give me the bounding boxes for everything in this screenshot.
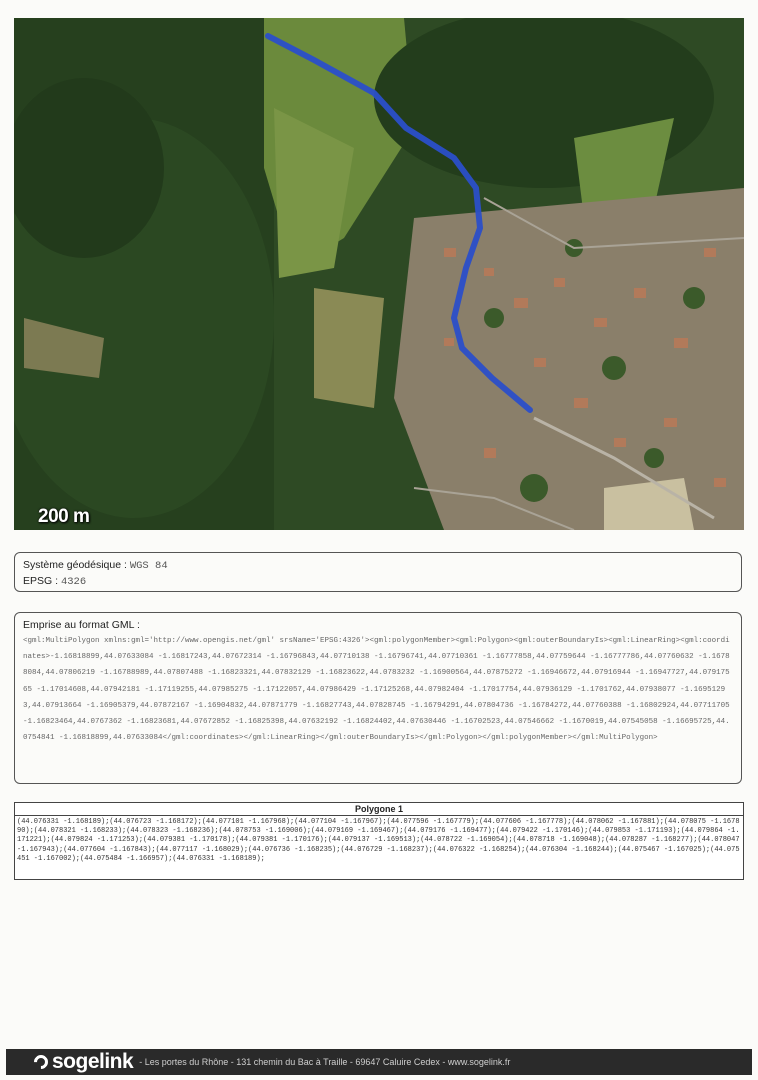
geodesic-system-label: Système géodésique :: [23, 559, 127, 571]
brand-name: sogelink: [52, 1050, 134, 1073]
aerial-map: [14, 18, 744, 530]
logo-icon: [31, 1052, 51, 1072]
gml-box: [14, 612, 742, 784]
footer-address: - Les portes du Rhône - 131 chemin du Bac à Traille - 69647 Caluire Cedex - www.sogelink.fr: [139, 1057, 511, 1067]
scale-bar: [38, 506, 89, 528]
polygon-table: [14, 802, 744, 880]
scale-label: 200 m: [38, 506, 90, 527]
epsg-label: EPSG :: [23, 575, 59, 587]
epsg-row: [23, 574, 733, 590]
geodesic-system-value: WGS 84: [129, 560, 168, 572]
gml-title: Emprise au format GML :: [23, 619, 140, 631]
geodesic-box: [14, 552, 742, 592]
gml-text: <gml:MultiPolygon xmlns:gml='http://www.opengis.net/gml' srsName='EPSG:4326'><gml:polygonMember><gml:Polygon><gml:outerBoundaryIs><gml:LinearRing><gml:coordinates>-1.16818899,44.07633084 -1.16817243,44.07672314 -1.16796843,44.07710138 -1.16796741,44.07710361 -1.16777858,44.07759644 -1.16777786,44.07760632 -1.16788084,44.07806219 -1.16788989,44.07807488 -1.16823321,44.07832129 -1.16823622,44.0783232 -1.16900564,44.07875272 -1.16946672,44.07916944 -1.16947727,44.07917565 -1.17014608,44.07942181 -1.17119255,44.07985275 -1.17122057,44.07986429 -1.17125268,44.07982404 -1.17017754,44.07936129 -1.1701762,44.07938077 -1.16951293,44.07913664 -1.16905379,44.07872167 -1.16904832,44.07871779 -1.16827743,44.07828745 -1.16794291,44.07804736 -1.16784272,44.07760388 -1.16802924,44.07711705 -1.16823464,44.0767362 -1.16823681,44.07672852 -1.16825398,44.07632192 -1.16824402,44.07630446 -1.16702523,44.07546662 -1.1670019,44.07545058 -1.16695725,44.0754841 -1.16818899,44.07633084</gml:coordinates></gml:LinearRing></gml:outerBoundaryIs></gml:Polygon></gml:polygonMember></gml:MultiPolygon>: [23, 637, 730, 743]
polygon-title: Polygone 1: [15, 803, 743, 816]
geodesic-system-row: [23, 558, 733, 574]
polygon-coordinates: (44.076331 -1.168189);(44.076723 -1.168172);(44.077101 -1.167968);(44.077104 -1.167967);(44.077596 -1.167779);(44.077606 -1.167778);(44.078062 -1.167881);(44.078075 -1.167890);(44.078321 -1.168233);(44.078323 -1.168236);(44.078753 -1.169006);(44.079169 -1.169467);(44.079176 -1.169477);(44.079422 -1.170146);(44.079853 -1.171193);(44.079864 -1.171221);(44.079824 -1.171253);(44.079381 -1.170178);(44.079381 -1.170176);(44.079137 -1.169513);(44.078722 -1.169054);(44.078718 -1.169048);(44.078287 -1.168277);(44.078047 -1.167943);(44.077604 -1.167843);(44.077117 -1.168029);(44.076736 -1.168235);(44.076729 -1.168237);(44.076322 -1.168254);(44.076304 -1.168244);(44.075467 -1.167025);(44.075451 -1.167002);(44.075484 -1.166957);(44.076331 -1.168189);: [17, 818, 740, 863]
footer: [6, 1049, 752, 1075]
epsg-value: 4326: [60, 576, 87, 588]
sogelink-logo: [34, 1050, 133, 1074]
aerial-photo: [14, 18, 744, 530]
